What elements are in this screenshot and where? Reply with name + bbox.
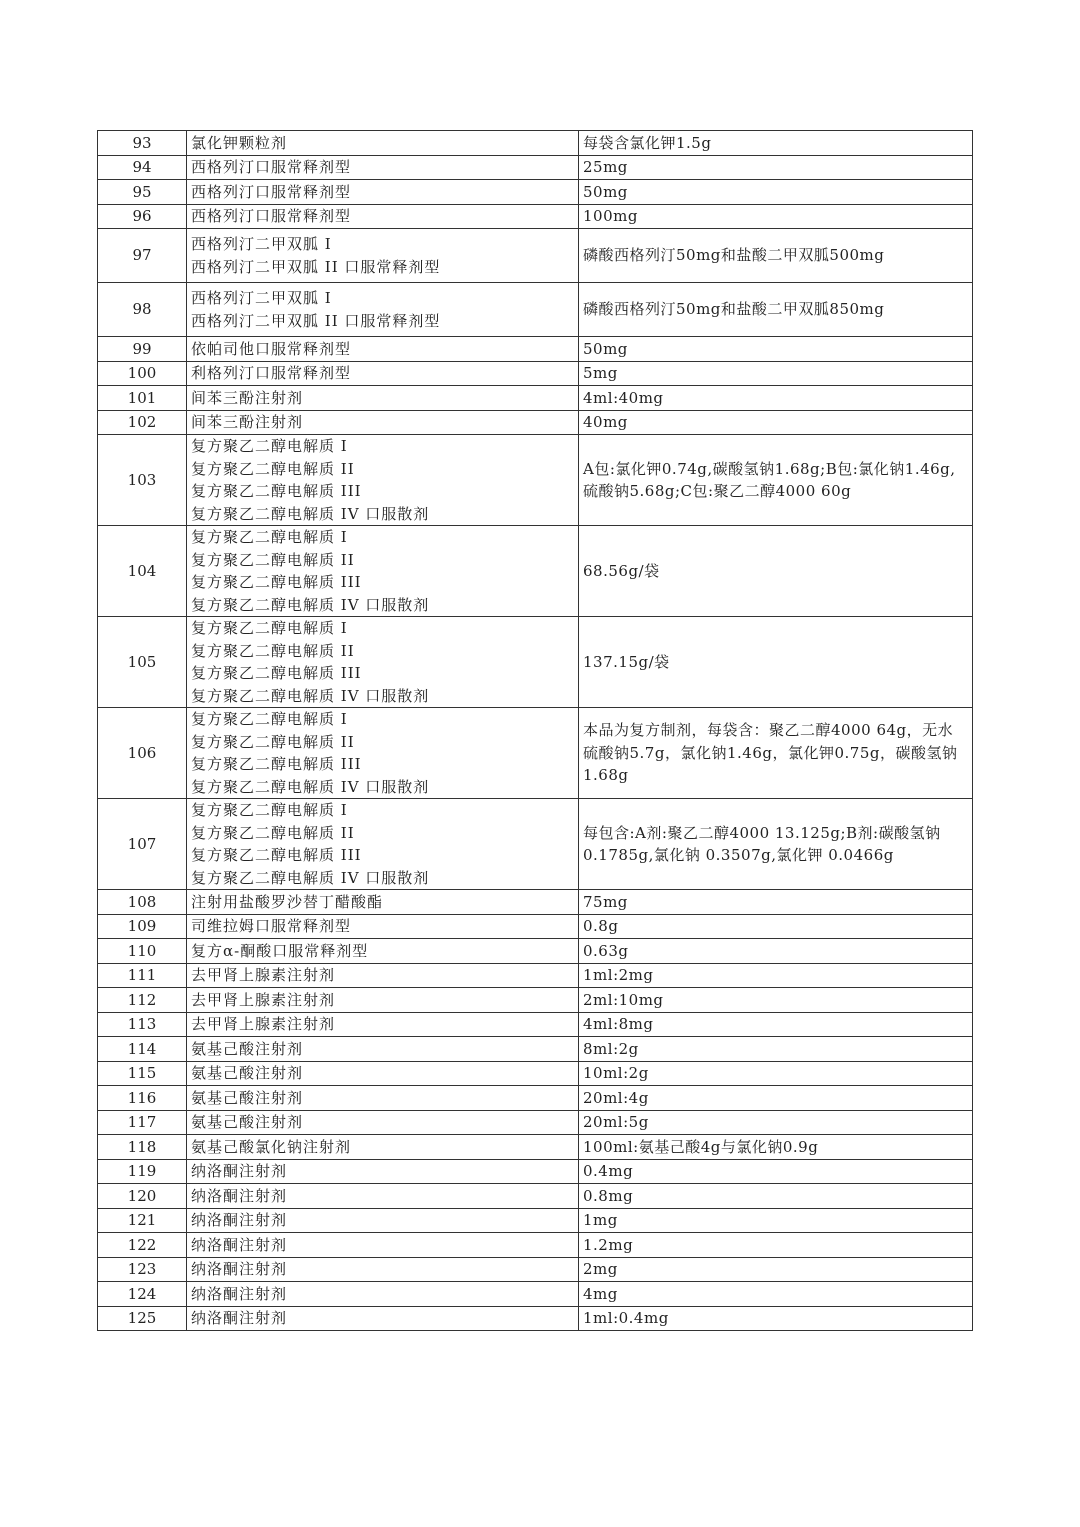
drug-name-cell: 复方聚乙二醇电解质 I 复方聚乙二醇电解质 II 复方聚乙二醇电解质 III 复方聚乙二醇电解质 IV 口服散剂 — [187, 708, 579, 799]
drug-name-cell: 复方聚乙二醇电解质 I 复方聚乙二醇电解质 II 复方聚乙二醇电解质 III 复方聚乙二醇电解质 IV 口服散剂 — [187, 617, 579, 708]
table-row — [98, 155, 973, 180]
row-number-cell: 105 — [98, 617, 187, 708]
specification-cell: 4ml:8mg — [579, 1012, 973, 1037]
table-row — [98, 229, 973, 283]
table-row — [98, 283, 973, 337]
row-number-cell: 115 — [98, 1061, 187, 1086]
drug-name-cell: 氯化钾颗粒剂 — [187, 131, 579, 156]
table-row — [98, 1110, 973, 1135]
table-row — [98, 1012, 973, 1037]
drug-name-cell: 司维拉姆口服常释剂型 — [187, 914, 579, 939]
table-row — [98, 963, 973, 988]
drug-name-cell: 西格列汀口服常释剂型 — [187, 204, 579, 229]
row-number-cell: 118 — [98, 1135, 187, 1160]
specification-cell: 4ml:40mg — [579, 386, 973, 411]
table-row — [98, 799, 973, 890]
table-row — [98, 204, 973, 229]
row-number-cell: 124 — [98, 1282, 187, 1307]
row-number-cell: 110 — [98, 939, 187, 964]
specification-cell: 75mg — [579, 890, 973, 915]
table-row — [98, 1306, 973, 1331]
table-row — [98, 1257, 973, 1282]
drug-name-cell: 西格列汀二甲双胍 I 西格列汀二甲双胍 II 口服常释剂型 — [187, 283, 579, 337]
table-row — [98, 914, 973, 939]
specification-cell: 每袋含氯化钾1.5g — [579, 131, 973, 156]
drug-name-cell: 复方聚乙二醇电解质 I 复方聚乙二醇电解质 II 复方聚乙二醇电解质 III 复方聚乙二醇电解质 IV 口服散剂 — [187, 799, 579, 890]
specification-cell: 磷酸西格列汀50mg和盐酸二甲双胍850mg — [579, 283, 973, 337]
row-number-cell: 117 — [98, 1110, 187, 1135]
specification-cell: 2ml:10mg — [579, 988, 973, 1013]
drug-name-cell: 依帕司他口服常释剂型 — [187, 337, 579, 362]
table-row — [98, 890, 973, 915]
specification-cell: 25mg — [579, 155, 973, 180]
table-row — [98, 1086, 973, 1111]
row-number-cell: 99 — [98, 337, 187, 362]
row-number-cell: 97 — [98, 229, 187, 283]
specification-cell: 20ml:5g — [579, 1110, 973, 1135]
row-number-cell: 103 — [98, 435, 187, 526]
table-row — [98, 617, 973, 708]
table-row — [98, 939, 973, 964]
specification-cell: 50mg — [579, 180, 973, 205]
row-number-cell: 122 — [98, 1233, 187, 1258]
drug-name-cell: 氨基己酸注射剂 — [187, 1061, 579, 1086]
specification-cell: 1mg — [579, 1208, 973, 1233]
specification-cell: 100mg — [579, 204, 973, 229]
drug-name-cell: 利格列汀口服常释剂型 — [187, 361, 579, 386]
table-row — [98, 386, 973, 411]
row-number-cell: 116 — [98, 1086, 187, 1111]
specification-cell: 0.8mg — [579, 1184, 973, 1209]
row-number-cell: 96 — [98, 204, 187, 229]
specification-cell: 每包含:A剂:聚乙二醇4000 13.125g;B剂:碳酸氢钠 0.1785g,氯化钠 0.3507g,氯化钾 0.0466g — [579, 799, 973, 890]
specification-cell: 0.63g — [579, 939, 973, 964]
table-row — [98, 1233, 973, 1258]
row-number-cell: 95 — [98, 180, 187, 205]
row-number-cell: 119 — [98, 1159, 187, 1184]
specification-cell: 2mg — [579, 1257, 973, 1282]
drug-name-cell: 复方α-酮酸口服常释剂型 — [187, 939, 579, 964]
table-row — [98, 526, 973, 617]
table-row — [98, 1135, 973, 1160]
row-number-cell: 106 — [98, 708, 187, 799]
table-row — [98, 1159, 973, 1184]
drug-name-cell: 纳洛酮注射剂 — [187, 1306, 579, 1331]
row-number-cell: 101 — [98, 386, 187, 411]
drug-name-cell: 纳洛酮注射剂 — [187, 1208, 579, 1233]
row-number-cell: 104 — [98, 526, 187, 617]
specification-cell: 磷酸西格列汀50mg和盐酸二甲双胍500mg — [579, 229, 973, 283]
specification-cell: 100ml:氨基己酸4g与氯化钠0.9g — [579, 1135, 973, 1160]
table-row — [98, 337, 973, 362]
specification-cell: 40mg — [579, 410, 973, 435]
specification-cell: 68.56g/袋 — [579, 526, 973, 617]
specification-cell: 137.15g/袋 — [579, 617, 973, 708]
drug-name-cell: 复方聚乙二醇电解质 I 复方聚乙二醇电解质 II 复方聚乙二醇电解质 III 复方聚乙二醇电解质 IV 口服散剂 — [187, 526, 579, 617]
table-row — [98, 410, 973, 435]
drug-name-cell: 纳洛酮注射剂 — [187, 1159, 579, 1184]
table-row — [98, 435, 973, 526]
specification-cell: 1ml:0.4mg — [579, 1306, 973, 1331]
table-row — [98, 1184, 973, 1209]
drug-name-cell: 去甲肾上腺素注射剂 — [187, 988, 579, 1013]
specification-cell: A包:氯化钾0.74g,碳酸氢钠1.68g;B包:氯化钠1.46g,硫酸钠5.68g;C包:聚乙二醇4000 60g — [579, 435, 973, 526]
specification-cell: 5mg — [579, 361, 973, 386]
table-row — [98, 988, 973, 1013]
row-number-cell: 121 — [98, 1208, 187, 1233]
row-number-cell: 120 — [98, 1184, 187, 1209]
drug-name-cell: 氨基己酸注射剂 — [187, 1110, 579, 1135]
table-row — [98, 131, 973, 156]
row-number-cell: 107 — [98, 799, 187, 890]
specification-cell: 50mg — [579, 337, 973, 362]
drug-name-cell: 氨基己酸注射剂 — [187, 1037, 579, 1062]
specification-cell: 8ml:2g — [579, 1037, 973, 1062]
drug-name-cell: 纳洛酮注射剂 — [187, 1233, 579, 1258]
drug-name-cell: 间苯三酚注射剂 — [187, 386, 579, 411]
table-body — [98, 131, 973, 1331]
table-row — [98, 1282, 973, 1307]
drug-specification-table — [97, 130, 973, 1331]
drug-name-cell: 西格列汀口服常释剂型 — [187, 155, 579, 180]
row-number-cell: 108 — [98, 890, 187, 915]
drug-name-cell: 西格列汀口服常释剂型 — [187, 180, 579, 205]
drug-name-cell: 纳洛酮注射剂 — [187, 1184, 579, 1209]
specification-cell: 1.2mg — [579, 1233, 973, 1258]
specification-cell: 0.4mg — [579, 1159, 973, 1184]
row-number-cell: 93 — [98, 131, 187, 156]
drug-name-cell: 去甲肾上腺素注射剂 — [187, 963, 579, 988]
drug-name-cell: 西格列汀二甲双胍 I 西格列汀二甲双胍 II 口服常释剂型 — [187, 229, 579, 283]
table-row — [98, 1208, 973, 1233]
row-number-cell: 112 — [98, 988, 187, 1013]
drug-name-cell: 纳洛酮注射剂 — [187, 1257, 579, 1282]
row-number-cell: 102 — [98, 410, 187, 435]
drug-name-cell: 氨基己酸氯化钠注射剂 — [187, 1135, 579, 1160]
drug-name-cell: 去甲肾上腺素注射剂 — [187, 1012, 579, 1037]
specification-cell: 0.8g — [579, 914, 973, 939]
drug-name-cell: 纳洛酮注射剂 — [187, 1282, 579, 1307]
row-number-cell: 98 — [98, 283, 187, 337]
drug-name-cell: 注射用盐酸罗沙替丁醋酸酯 — [187, 890, 579, 915]
row-number-cell: 100 — [98, 361, 187, 386]
row-number-cell: 114 — [98, 1037, 187, 1062]
drug-name-cell: 间苯三酚注射剂 — [187, 410, 579, 435]
specification-cell: 1ml:2mg — [579, 963, 973, 988]
table-row — [98, 1037, 973, 1062]
specification-cell: 本品为复方制剂，每袋含：聚乙二醇4000 64g，无水硫酸钠5.7g，氯化钠1.46g，氯化钾0.75g，碳酸氢钠1.68g — [579, 708, 973, 799]
specification-cell: 20ml:4g — [579, 1086, 973, 1111]
table-row — [98, 361, 973, 386]
row-number-cell: 111 — [98, 963, 187, 988]
specification-cell: 4mg — [579, 1282, 973, 1307]
drug-name-cell: 复方聚乙二醇电解质 I 复方聚乙二醇电解质 II 复方聚乙二醇电解质 III 复方聚乙二醇电解质 IV 口服散剂 — [187, 435, 579, 526]
drug-name-cell: 氨基己酸注射剂 — [187, 1086, 579, 1111]
table-row — [98, 708, 973, 799]
table-row — [98, 180, 973, 205]
row-number-cell: 109 — [98, 914, 187, 939]
table-row — [98, 1061, 973, 1086]
row-number-cell: 125 — [98, 1306, 187, 1331]
row-number-cell: 113 — [98, 1012, 187, 1037]
row-number-cell: 123 — [98, 1257, 187, 1282]
row-number-cell: 94 — [98, 155, 187, 180]
specification-cell: 10ml:2g — [579, 1061, 973, 1086]
